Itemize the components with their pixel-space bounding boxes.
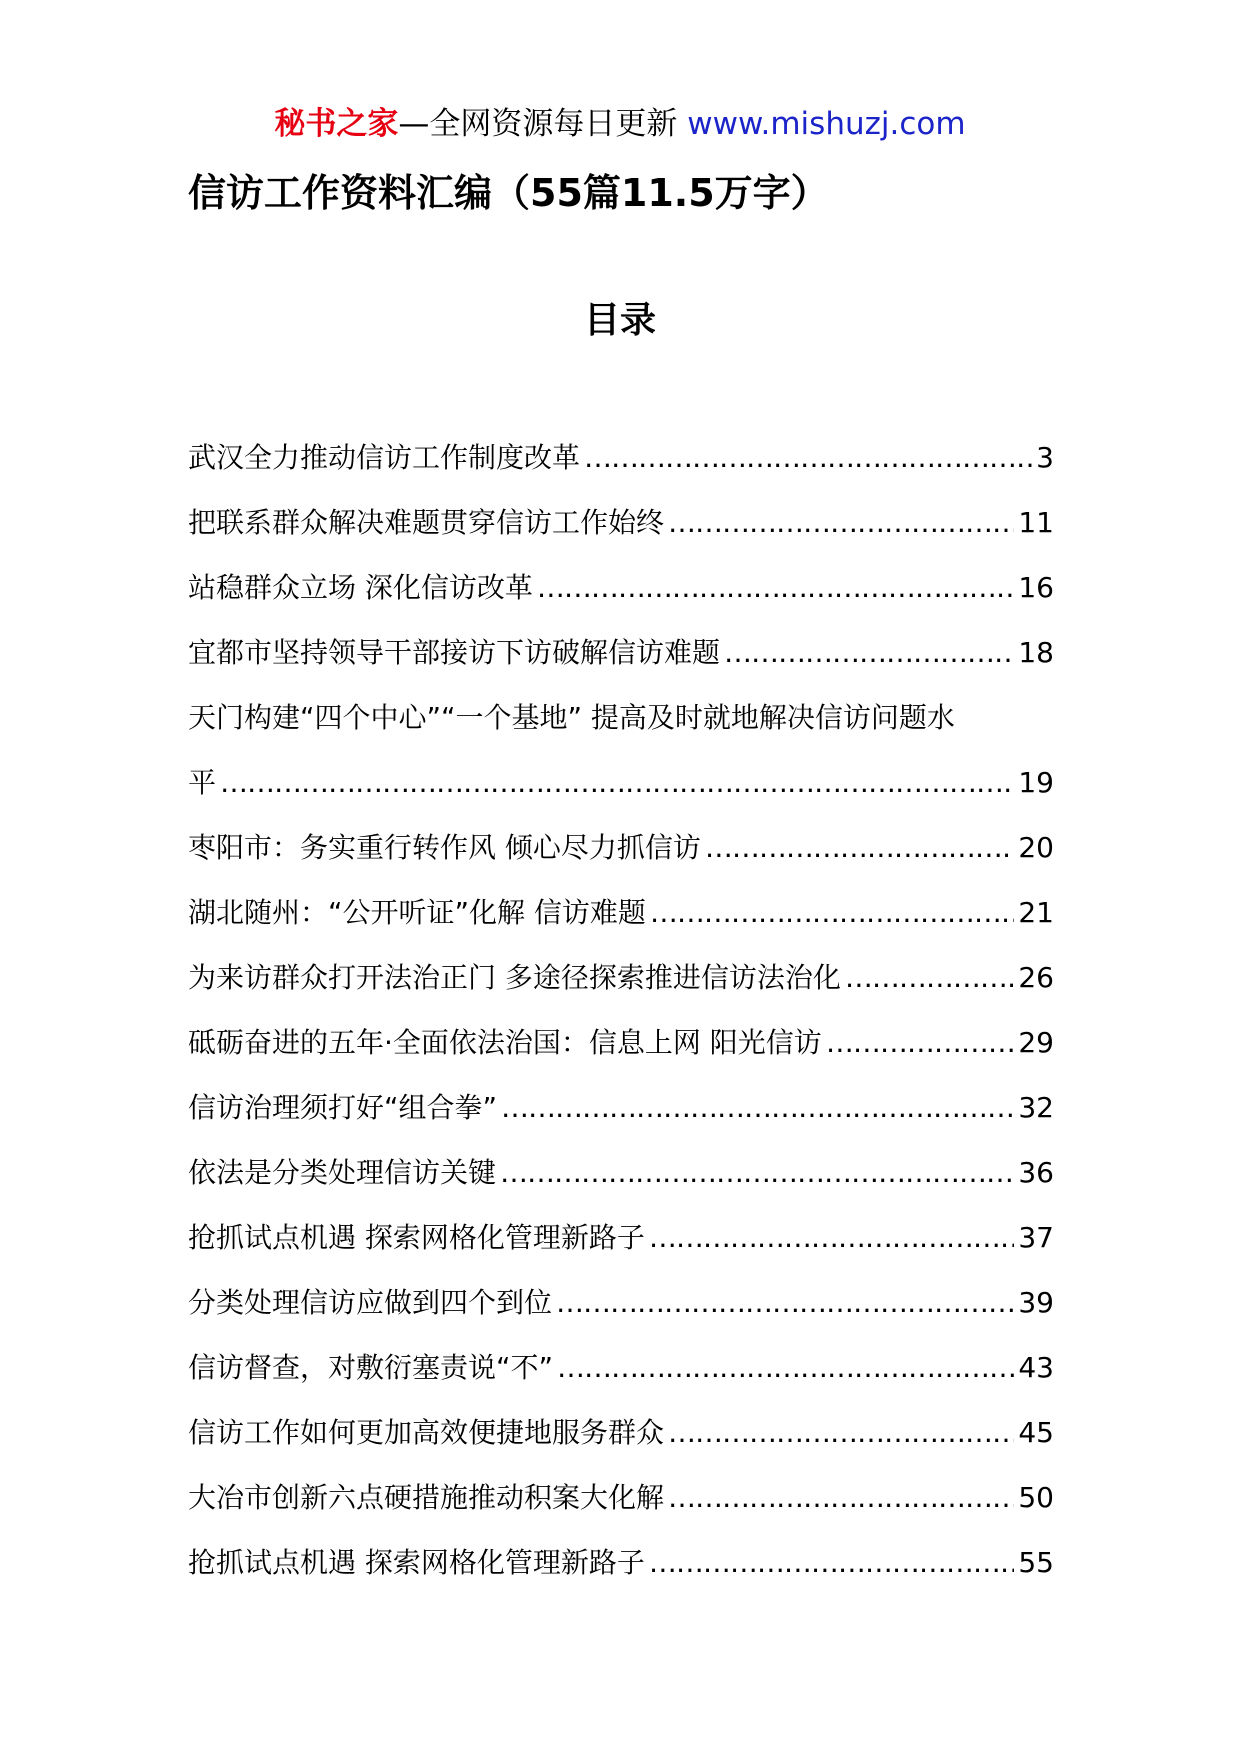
toc-entry[interactable]	[188, 1075, 1054, 1140]
toc-entry-page: 32	[1018, 1091, 1054, 1124]
toc-entry-page: 29	[1018, 1026, 1054, 1059]
toc-leader-dots	[649, 1530, 1014, 1595]
toc-entry-title: 大冶市创新六点硬措施推动积案大化解	[188, 1481, 665, 1514]
toc-leader-dots	[649, 1205, 1014, 1270]
toc-entry[interactable]	[188, 555, 1054, 620]
toc-entry-title: 枣阳市：务实重行转作风 倾心尽力抓信访	[188, 831, 701, 864]
toc-entry-title: 站稳群众立场 深化信访改革	[188, 571, 533, 604]
toc-entry-title-cont: 平	[188, 766, 217, 799]
document-title: 信访工作资料汇编（55篇11.5万字）	[188, 171, 829, 215]
toc-entry-title: 湖北随州：“公开听证”化解 信访难题	[188, 896, 646, 929]
toc-entry-title: 宜都市坚持领导干部接访下访破解信访难题	[188, 636, 721, 669]
toc-entry[interactable]	[188, 815, 1054, 880]
toc-entry[interactable]	[188, 1335, 1054, 1400]
toc-entry-page: 20	[1018, 831, 1054, 864]
toc-leader-dots	[724, 620, 1014, 685]
toc-entry-title: 信访治理须打好“组合拳”	[188, 1091, 498, 1124]
toc-leader-dots	[584, 425, 1032, 490]
table-of-contents	[188, 425, 1054, 1595]
brand-name: 秘书之家	[274, 106, 399, 142]
toc-entry-page: 37	[1018, 1221, 1054, 1254]
toc-entry-page: 21	[1018, 896, 1054, 929]
toc-leader-dots	[650, 880, 1014, 945]
toc-leader-dots	[845, 945, 1014, 1010]
toc-entry-page: 16	[1018, 571, 1054, 604]
toc-leader-dots	[557, 1335, 1014, 1400]
toc-entry[interactable]	[188, 945, 1054, 1010]
toc-leader-dots	[705, 815, 1014, 880]
toc-leader-dots	[501, 1075, 1014, 1140]
toc-entry-page: 39	[1018, 1286, 1054, 1319]
toc-entry-title: 把联系群众解决难题贯穿信访工作始终	[188, 506, 665, 539]
toc-entry-title: 分类处理信访应做到四个到位	[188, 1286, 553, 1319]
toc-entry-page: 36	[1018, 1156, 1054, 1189]
toc-entry[interactable]	[188, 1270, 1054, 1335]
toc-entry[interactable]	[188, 620, 1054, 685]
toc-entry-title: 天门构建“四个中心”“一个基地” 提高及时就地解决信访问题水	[188, 701, 955, 734]
toc-entry-page: 11	[1018, 506, 1054, 539]
toc-entry[interactable]	[188, 1205, 1054, 1270]
toc-entry-page: 45	[1018, 1416, 1054, 1449]
toc-entry-title: 砥砺奋进的五年·全面依法治国：信息上网 阳光信访	[188, 1026, 822, 1059]
toc-entry[interactable]	[188, 880, 1054, 945]
toc-leader-dots	[556, 1270, 1014, 1335]
toc-entry-page: 19	[1018, 766, 1054, 799]
toc-entry[interactable]	[188, 1530, 1054, 1595]
toc-entry-continued[interactable]	[188, 750, 1054, 815]
toc-leader-dots	[668, 1465, 1014, 1530]
toc-entry-title: 武汉全力推动信访工作制度改革	[188, 441, 581, 474]
toc-entry[interactable]	[188, 1400, 1054, 1465]
toc-leader-dots	[537, 555, 1014, 620]
toc-leader-dots	[826, 1010, 1015, 1075]
toc-leader-dots	[220, 750, 1014, 815]
toc-entry[interactable]	[188, 490, 1054, 555]
toc-entry-title: 信访督查，对敷衍塞责说“不”	[188, 1351, 554, 1384]
toc-entry[interactable]	[188, 425, 1054, 490]
toc-entry-title: 为来访群众打开法治正门 多途径探索推进信访法治化	[188, 961, 841, 994]
toc-leader-dots	[668, 1400, 1014, 1465]
toc-entry[interactable]	[188, 1010, 1054, 1075]
site-header	[0, 102, 1240, 146]
toc-entry-page: 3	[1036, 441, 1054, 474]
toc-leader-dots	[668, 490, 1014, 555]
toc-entry-page: 43	[1018, 1351, 1054, 1384]
toc-entry-page: 26	[1018, 961, 1054, 994]
toc-entry-title: 抢抓试点机遇 探索网格化管理新路子	[188, 1221, 645, 1254]
toc-entry-title: 抢抓试点机遇 探索网格化管理新路子	[188, 1546, 645, 1579]
toc-heading: 目录	[583, 300, 656, 341]
toc-entry-page: 50	[1018, 1481, 1054, 1514]
toc-entry[interactable]	[188, 685, 1054, 750]
toc-entry[interactable]	[188, 1465, 1054, 1530]
site-url[interactable]: www.mishuzj.com	[687, 106, 966, 142]
toc-leader-dots	[500, 1140, 1014, 1205]
toc-entry-title: 依法是分类处理信访关键	[188, 1156, 497, 1189]
site-slogan: —全网资源每日更新	[398, 106, 688, 142]
toc-entry-page: 18	[1018, 636, 1054, 669]
toc-entry-page: 55	[1018, 1546, 1054, 1579]
toc-entry[interactable]	[188, 1140, 1054, 1205]
toc-entry-title: 信访工作如何更加高效便捷地服务群众	[188, 1416, 665, 1449]
